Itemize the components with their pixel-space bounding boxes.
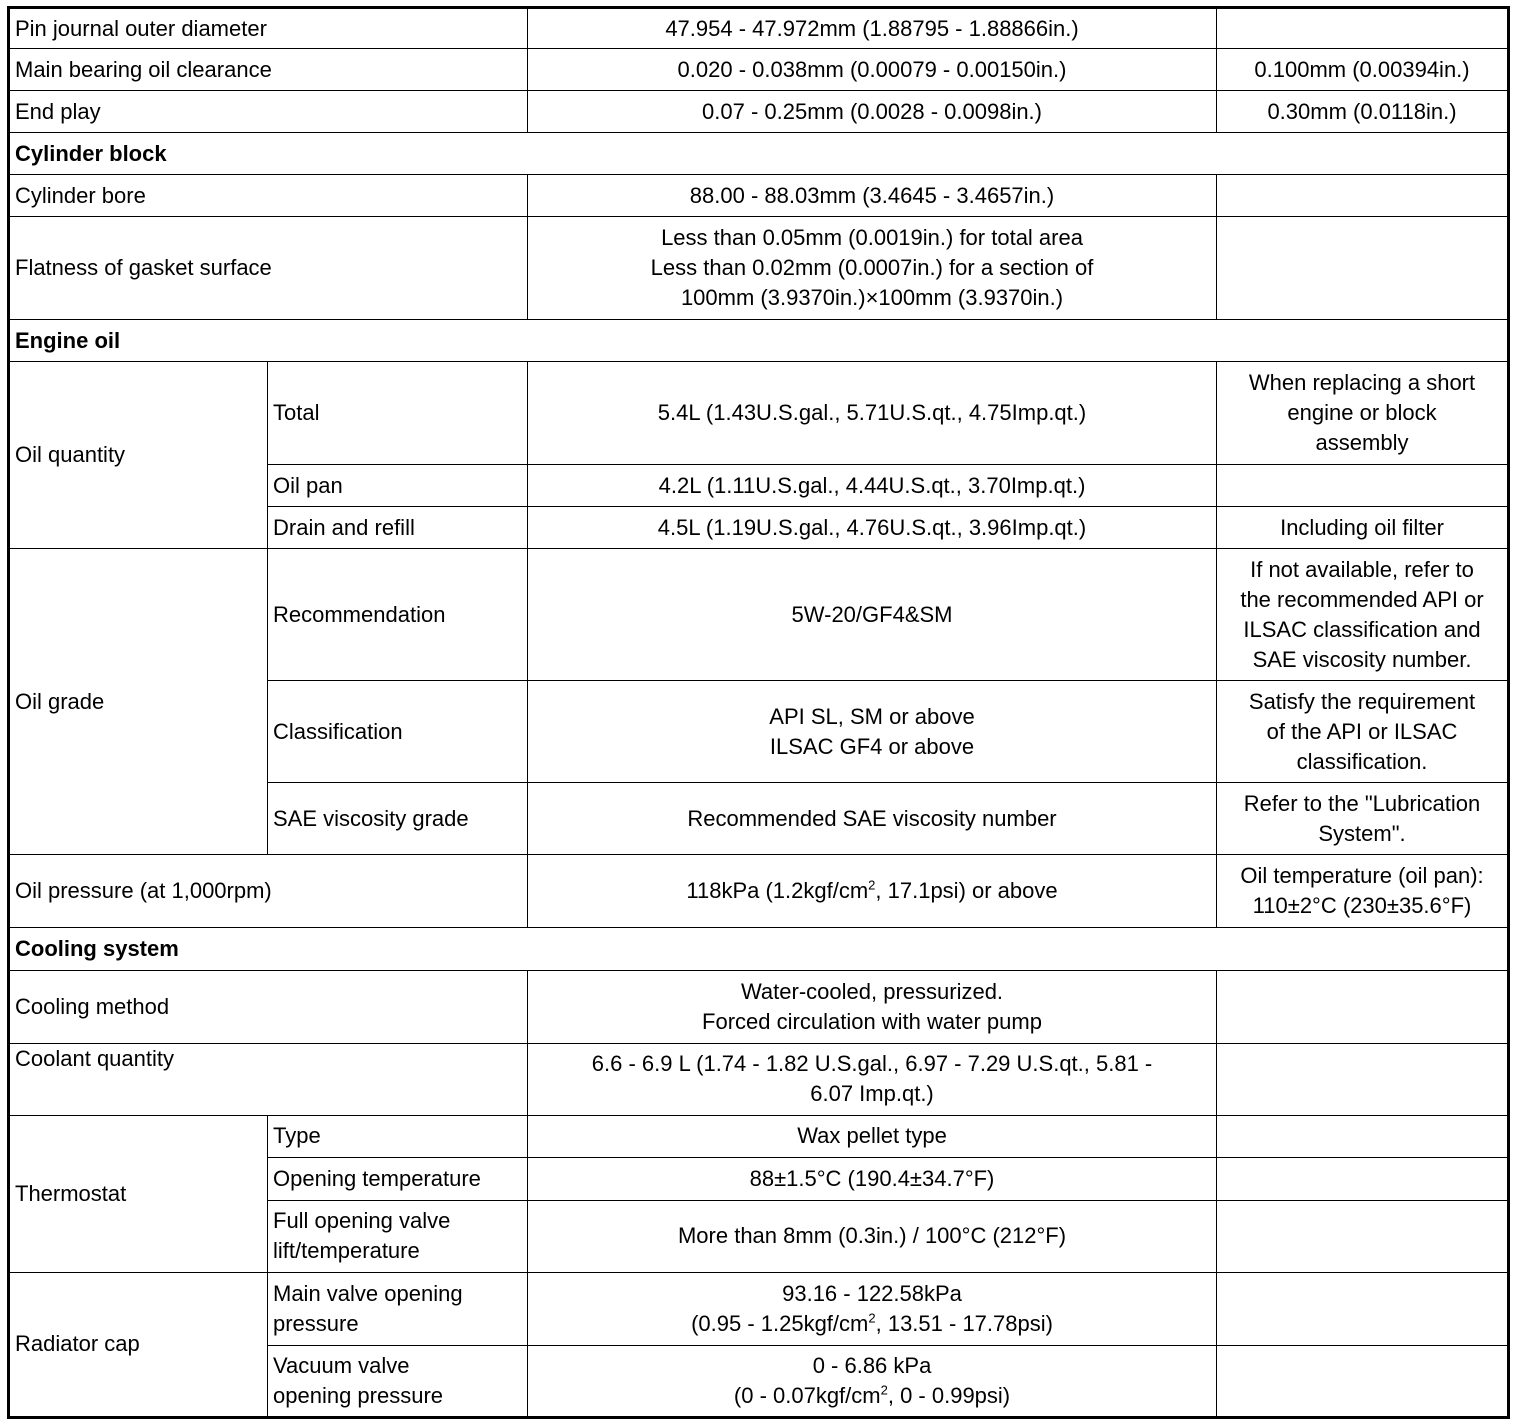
spec-note: Oil temperature (oil pan): 110±2°C (230±35.6°F) (1217, 855, 1509, 928)
sub-label: Vacuum valve opening pressure (268, 1345, 528, 1417)
sub-label: Classification (268, 681, 528, 783)
spec-value: 5.4L (1.43U.S.gal., 5.71U.S.qt., 4.75Imp.qt.) (528, 362, 1217, 465)
spec-note (1217, 1345, 1509, 1417)
spec-value: More than 8mm (0.3in.) / 100°C (212°F) (528, 1200, 1217, 1272)
spec-note (1217, 1115, 1509, 1157)
sub-label: Main valve opening pressure (268, 1272, 528, 1345)
value-text: 0 - 6.86 kPa (812, 1352, 932, 1378)
table-row (9, 970, 1509, 1043)
spec-note (1217, 1157, 1509, 1200)
row-label: Main bearing oil clearance (9, 49, 528, 91)
sub-label: SAE viscosity grade (268, 783, 528, 855)
sub-label: Total (268, 362, 528, 465)
spec-note: When replacing a short engine or block assembly (1217, 362, 1509, 465)
group-label: Thermostat (9, 1115, 268, 1272)
row-label: Flatness of gasket surface (9, 217, 528, 320)
spec-note (1217, 465, 1509, 507)
spec-value: 4.5L (1.19U.S.gal., 4.76U.S.qt., 3.96Imp.qt.) (528, 507, 1217, 549)
spec-note (1217, 1272, 1509, 1345)
spec-value: Wax pellet type (528, 1115, 1217, 1157)
row-label: Coolant quantity (9, 1043, 528, 1115)
value-text: 118kPa (1.2kgf/cm (686, 878, 869, 904)
spec-note (1217, 217, 1509, 320)
superscript: 2 (868, 878, 876, 894)
table-row (9, 217, 1509, 320)
spec-value: 5W-20/GF4&SM (528, 549, 1217, 681)
spec-value: Recommended SAE viscosity number (528, 783, 1217, 855)
spec-note: 0.30mm (0.0118in.) (1217, 91, 1509, 133)
group-label: Radiator cap (9, 1272, 268, 1417)
spec-note: If not available, refer to the recommended API or ILSAC classification and SAE viscosity number. (1217, 549, 1509, 681)
sub-label: Opening temperature (268, 1157, 528, 1200)
value-text: 93.16 - 122.58kPa (782, 1280, 962, 1306)
group-label: Oil quantity (9, 362, 268, 549)
value-text: (0.95 - 1.25kgf/cm (691, 1310, 869, 1336)
spec-note: 0.100mm (0.00394in.) (1217, 49, 1509, 91)
spec-value (528, 1272, 1217, 1345)
section-header-row (9, 133, 1509, 175)
sub-label: Type (268, 1115, 528, 1157)
table-row (9, 175, 1509, 217)
table-row (9, 1043, 1509, 1115)
spec-note (1217, 8, 1509, 49)
spec-value: 47.954 - 47.972mm (1.88795 - 1.88866in.) (528, 8, 1217, 49)
spec-value: Water-cooled, pressurized. Forced circulation with water pump (528, 970, 1217, 1043)
section-header-row (9, 320, 1509, 362)
sub-label: Recommendation (268, 549, 528, 681)
row-label: Cylinder bore (9, 175, 528, 217)
spec-value: 88±1.5°C (190.4±34.7°F) (528, 1157, 1217, 1200)
value-text: , 17.1psi) or above (875, 878, 1058, 904)
row-label: Cooling method (9, 970, 528, 1043)
value-text: , 0 - 0.99psi) (887, 1382, 1011, 1408)
spec-note (1217, 1043, 1509, 1115)
section-header: Engine oil (9, 320, 1509, 362)
spec-note: Satisfy the requirement of the API or ILSAC classification. (1217, 681, 1509, 783)
spec-table (7, 6, 1510, 1419)
table-row (9, 362, 1509, 465)
table-row (9, 1115, 1509, 1157)
spec-value (528, 855, 1217, 928)
table-row (9, 855, 1509, 928)
spec-note: Including oil filter (1217, 507, 1509, 549)
table-row (9, 49, 1509, 91)
row-label: Oil pressure (at 1,000rpm) (9, 855, 528, 928)
table-row (9, 549, 1509, 681)
spec-value: 88.00 - 88.03mm (3.4645 - 3.4657in.) (528, 175, 1217, 217)
sub-label: Full opening valve lift/temperature (268, 1200, 528, 1272)
table-row (9, 91, 1509, 133)
section-header: Cylinder block (9, 133, 1509, 175)
spec-value: 4.2L (1.11U.S.gal., 4.44U.S.qt., 3.70Imp.qt.) (528, 465, 1217, 507)
spec-value: Less than 0.05mm (0.0019in.) for total area Less than 0.02mm (0.0007in.) for a section of 100mm (3.9370in.)×100mm (3.9370in.) (528, 217, 1217, 320)
section-header-row (9, 928, 1509, 970)
row-label: Pin journal outer diameter (9, 8, 528, 49)
group-label: Oil grade (9, 549, 268, 855)
spec-value (528, 1345, 1217, 1417)
spec-value: API SL, SM or above ILSAC GF4 or above (528, 681, 1217, 783)
value-text: , 13.51 - 17.78psi) (875, 1310, 1053, 1336)
table-row (9, 1272, 1509, 1345)
superscript: 2 (880, 1382, 888, 1398)
sub-label: Oil pan (268, 465, 528, 507)
spec-value: 6.6 - 6.9 L (1.74 - 1.82 U.S.gal., 6.97 - 7.29 U.S.qt., 5.81 - 6.07 Imp.qt.) (528, 1043, 1217, 1115)
spec-note (1217, 1200, 1509, 1272)
section-header: Cooling system (9, 928, 1509, 970)
table-row (9, 8, 1509, 49)
spec-value: 0.07 - 0.25mm (0.0028 - 0.0098in.) (528, 91, 1217, 133)
row-label: End play (9, 91, 528, 133)
superscript: 2 (868, 1310, 876, 1326)
spec-note (1217, 175, 1509, 217)
spec-note: Refer to the "Lubrication System". (1217, 783, 1509, 855)
value-text: (0 - 0.07kgf/cm (733, 1382, 881, 1408)
sub-label: Drain and refill (268, 507, 528, 549)
spec-note (1217, 970, 1509, 1043)
spec-value: 0.020 - 0.038mm (0.00079 - 0.00150in.) (528, 49, 1217, 91)
